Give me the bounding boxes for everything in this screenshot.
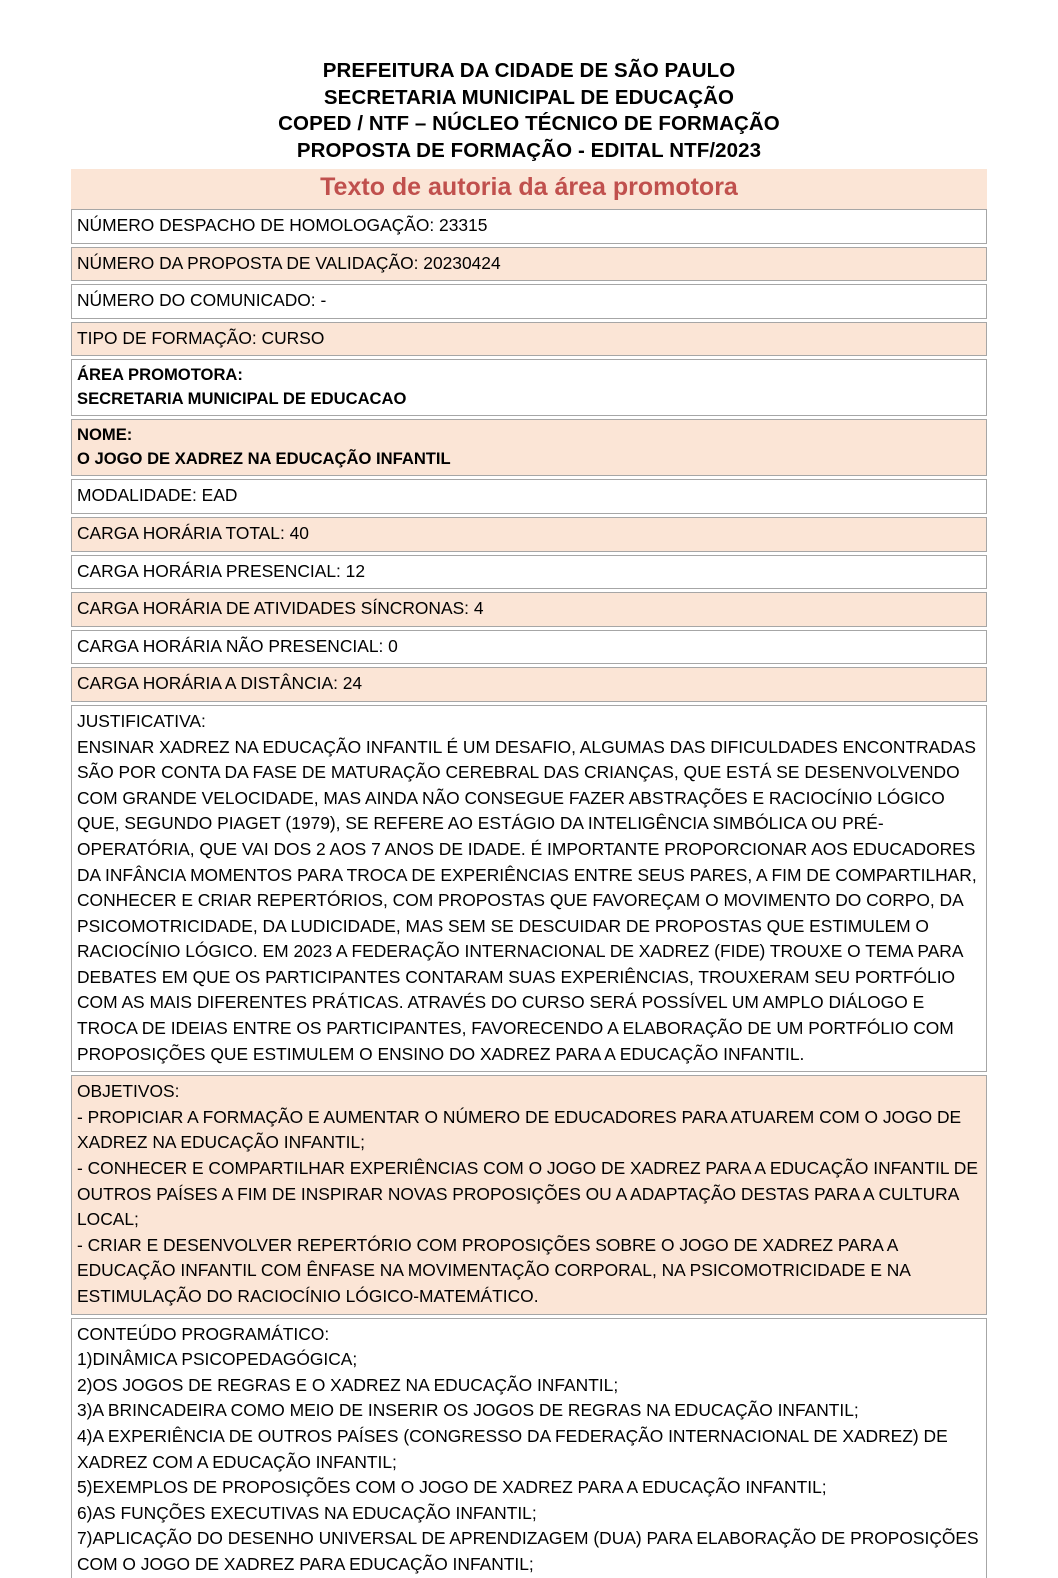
form-row-line: 2)OS JOGOS DE REGRAS E O XADREZ NA EDUCAÇÃO INFANTIL; bbox=[77, 1374, 619, 1395]
form-row-numero-comunicado bbox=[71, 284, 987, 319]
form-row-line: TIPO DE FORMAÇÃO: CURSO bbox=[77, 327, 325, 348]
form-row-line: 4)A EXPERIÊNCIA DE OUTROS PAÍSES (CONGRESSO DA FEDERAÇÃO INTERNACIONAL DE XADREZ) DE XADREZ COM A EDUCAÇÃO INFANTIL; bbox=[77, 1425, 948, 1472]
form-row-line: NÚMERO DESPACHO DE HOMOLOGAÇÃO: 23315 bbox=[77, 215, 488, 235]
form-row-carga-horaria-total bbox=[71, 517, 987, 552]
form-row-line: 6)AS FUNÇÕES EXECUTIVAS NA EDUCAÇÃO INFANTIL; bbox=[77, 1502, 537, 1523]
form-row-objetivos bbox=[71, 1075, 987, 1314]
header-line-2: SECRETARIA MUNICIPAL DE EDUCAÇÃO bbox=[323, 85, 735, 109]
form-row-line: NÚMERO DA PROPOSTA DE VALIDAÇÃO: 20230424 bbox=[77, 252, 501, 273]
header-line-3: COPED / NTF – NÚCLEO TÉCNICO DE FORMAÇÃO bbox=[278, 112, 780, 135]
form-row-area-promotora bbox=[71, 359, 987, 416]
form-row-line: NOME: bbox=[77, 425, 133, 445]
form-row-line: MODALIDADE: EAD bbox=[77, 485, 238, 506]
form-row-line: 3)A BRINCADEIRA COMO MEIO DE INSERIR OS JOGOS DE REGRAS NA EDUCAÇÃO INFANTIL; bbox=[77, 1400, 859, 1421]
form-row-line: ÁREA PROMOTORA: bbox=[77, 365, 243, 385]
form-row-line: CARGA HORÁRIA A DISTÂNCIA: 24 bbox=[77, 673, 363, 694]
form-row-line: ENSINAR XADREZ NA EDUCAÇÃO INFANTIL É UM DESAFIO, ALGUMAS DAS DIFICULDADES ENCONTRADAS SÃO POR CONTA DA FASE DE MATURAÇÃO CEREBRAL DAS CRIANÇAS, QUE ESTÁ SE DESENVOLVENDO COM GRANDE VELOCIDADE, MAS AINDA NÃO CONSEGUE FAZER ABSTRAÇÕES E RACIOCÍNIO LÓGICO QUE, SEGUNDO PIAGET (1979), SE REFERE AO ESTÁGIO DA INTELIGÊNCIA SIMBÓLICA OU PRÉ-OPERATÓRIA, QUE VAI DOS 2 AOS 7 ANOS DE IDADE. É IMPORTANTE PROPORCIONAR AOS EDUCADORES DA INFÂNCIA MOMENTOS PARA TROCA DE EXPERIÊNCIAS ENTRE SEUS PARES, A FIM DE COMPARTILHAR, CONHECER E CRIAR REPERTÓRIOS, COM PROPOSTAS QUE FAVOREÇAM O MOVIMENTO DO CORPO, DA PSICOMOTRICIDADE, DA LUDICIDADE, MAS SEM SE DESCUIDAR DE PROPOSTAS QUE ESTIMULEM O RACIOCÍNIO LÓGICO. EM 2023 A FEDERAÇÃO INTERNACIONAL DE XADREZ (FIDE) TROUXE O TEMA PARA DEBATES EM QUE OS PARTICIPANTES CONTARAM SUAS EXPERIÊNCIAS, TROUXERAM SEU PORTFÓLIO COM AS MAIS DIFERENTES PRÁTICAS. ATRAVÉS DO CURSO SERÁ POSSÍVEL UM AMPLO DIÁLOGO E TROCA DE IDEIAS ENTRE OS PARTICIPANTES, FAVORECENDO A ELABORAÇÃO DE UM PORTFÓLIO COM PROPOSIÇÕES QUE ESTIMULEM O ENSINO DO XADREZ PARA A EDUCAÇÃO INFANTIL. bbox=[77, 736, 977, 1064]
form-row-nome bbox=[71, 419, 987, 476]
form-row-line: CARGA HORÁRIA NÃO PRESENCIAL: 0 bbox=[77, 635, 398, 656]
form-row-line: 1)DINÂMICA PSICOPEDAGÓGICA; bbox=[77, 1349, 358, 1370]
form-row-tipo-de-formacao bbox=[71, 322, 987, 357]
form-row-numero-proposta-validacao bbox=[71, 247, 987, 282]
header-line-1: PREFEITURA DA CIDADE DE SÃO PAULO bbox=[322, 59, 736, 82]
form-row-line: SECRETARIA MUNICIPAL DE EDUCACAO bbox=[77, 389, 407, 409]
form-row-line: CARGA HORÁRIA TOTAL: 40 bbox=[77, 522, 309, 543]
form-rows bbox=[71, 209, 987, 1578]
form-row-carga-horaria-presencial bbox=[71, 555, 987, 590]
document-header bbox=[0, 0, 1058, 164]
header-line-4: PROPOSTA DE FORMAÇÃO - EDITAL NTF/2023 bbox=[296, 138, 762, 162]
authorship-banner bbox=[71, 169, 987, 209]
form-row-numero-despacho-homologacao bbox=[71, 209, 987, 244]
form-row-carga-horaria-atividades-sincronas bbox=[71, 592, 987, 627]
form-row-line: O JOGO DE XADREZ NA EDUCAÇÃO INFANTIL bbox=[77, 449, 451, 469]
form-row-conteudo-programatico bbox=[71, 1318, 987, 1578]
form-row-line: - PROPICIAR A FORMAÇÃO E AUMENTAR O NÚMERO DE EDUCADORES PARA ATUAREM COM O JOGO DE XADREZ NA EDUCAÇÃO INFANTIL; bbox=[77, 1106, 962, 1153]
form-row-line: - CRIAR E DESENVOLVER REPERTÓRIO COM PROPOSIÇÕES SOBRE O JOGO DE XADREZ PARA A EDUCAÇÃO INFANTIL COM ÊNFASE NA MOVIMENTAÇÃO CORPORAL, NA PSICOMOTRICIDADE E NA ESTIMULAÇÃO DO RACIOCÍNIO LÓGICO-MATEMÁTICO. bbox=[77, 1234, 910, 1306]
form-row-justificativa bbox=[71, 705, 987, 1072]
form-row-line: NÚMERO DO COMUNICADO: - bbox=[77, 290, 327, 311]
form-row-line: OBJETIVOS: bbox=[77, 1081, 180, 1102]
form-row-line: JUSTIFICATIVA: bbox=[77, 710, 206, 731]
form-row-modalidade bbox=[71, 479, 987, 514]
form-row-line: 7)APLICAÇÃO DO DESENHO UNIVERSAL DE APRENDIZAGEM (DUA) PARA ELABORAÇÃO DE PROPOSIÇÕES COM O JOGO DE XADREZ PARA EDUCAÇÃO INFANTIL; bbox=[77, 1528, 979, 1574]
form-row-line: - CONHECER E COMPARTILHAR EXPERIÊNCIAS COM O JOGO DE XADREZ PARA A EDUCAÇÃO INFANTIL DE OUTROS PAÍSES A FIM DE INSPIRAR NOVAS PROPOSIÇÕES OU A ADAPTAÇÃO DESTAS PARA A CULTURA LOCAL; bbox=[77, 1158, 978, 1230]
form-row-line: CONTEÚDO PROGRAMÁTICO: bbox=[77, 1323, 330, 1344]
form-row-carga-horaria-a-distancia bbox=[71, 667, 987, 702]
form-row-carga-horaria-nao-presencial bbox=[71, 630, 987, 665]
form-row-line: CARGA HORÁRIA PRESENCIAL: 12 bbox=[77, 560, 366, 581]
form-row-line: 5)EXEMPLOS DE PROPOSIÇÕES COM O JOGO DE XADREZ PARA A EDUCAÇÃO INFANTIL; bbox=[77, 1477, 827, 1498]
form-row-line: CARGA HORÁRIA DE ATIVIDADES SÍNCRONAS: 4 bbox=[77, 598, 484, 619]
authorship-banner-text: Texto de autoria da área promotora bbox=[320, 173, 738, 201]
